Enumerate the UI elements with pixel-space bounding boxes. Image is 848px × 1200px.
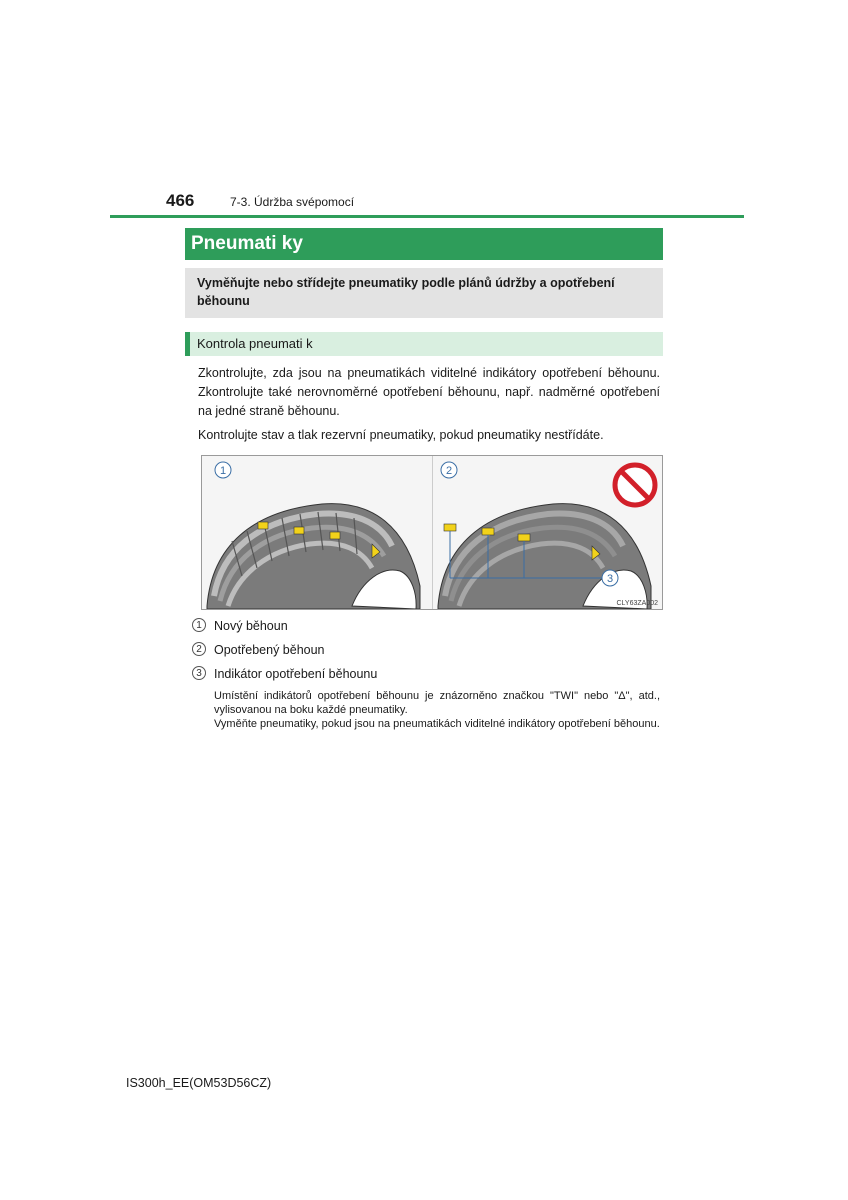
list-item <box>190 641 660 665</box>
page-header <box>0 190 848 220</box>
paragraph-check-indicators: Zkontrolujte, zda jsou na pneumatikách viditelné indikátory opotřebení běhounu. Zkontrolujte také nerovnoměrné opotřebení běhounu, např. nadměrné opotřebení na jedné straně běhounu. <box>198 366 660 418</box>
intro-box: Vyměňujte nebo střídejte pneumatiky podle plánů údržby a opotřebení běhounu <box>185 268 663 318</box>
note-line: Umístění indikátorů opotřebení běhounu je znázorněno značkou "TWI" nebo "Δ", atd., vylisovanou na boku každé pneumatiky. <box>214 690 660 716</box>
indicator-note <box>214 689 660 731</box>
panel-label-2: 2 <box>445 465 453 477</box>
note-line: Vyměňte pneumatiky, pokud jsou na pneumatikách viditelné indikátory opotřebení běhounu. <box>214 718 660 730</box>
legend-label: Nový běhoun <box>214 619 288 633</box>
number-badge: 2 <box>192 642 206 656</box>
legend-label: Indikátor opotřebení běhounu <box>214 667 378 681</box>
figure-code: CLY63ZA002 <box>616 600 658 607</box>
paragraph-spare-tire: Kontrolujte stav a tlak rezervní pneumatiky, pokud pneumatiky nestřídáte. <box>198 428 604 442</box>
callout-label-3: 3 <box>606 573 614 585</box>
section-title: 7-3. Údržba svépomocí <box>230 195 355 209</box>
page-footer: IS300h_EE(OM53D56CZ) <box>126 1076 272 1090</box>
panel-label-1: 1 <box>219 465 227 477</box>
number-badge: 1 <box>192 618 206 632</box>
number-badge: 3 <box>192 666 206 680</box>
legend-label: Opotřebený běhoun <box>214 643 325 657</box>
page-title: Pneumati ky <box>185 228 663 260</box>
page-number: 466 <box>166 191 195 210</box>
header-rule <box>110 215 744 218</box>
list-item <box>190 665 660 689</box>
subsection-heading: Kontrola pneumati k <box>185 332 663 356</box>
list-item <box>190 617 660 641</box>
legend-list <box>190 617 660 689</box>
tire-illustration <box>201 455 663 610</box>
no-entry-icon <box>615 465 655 505</box>
